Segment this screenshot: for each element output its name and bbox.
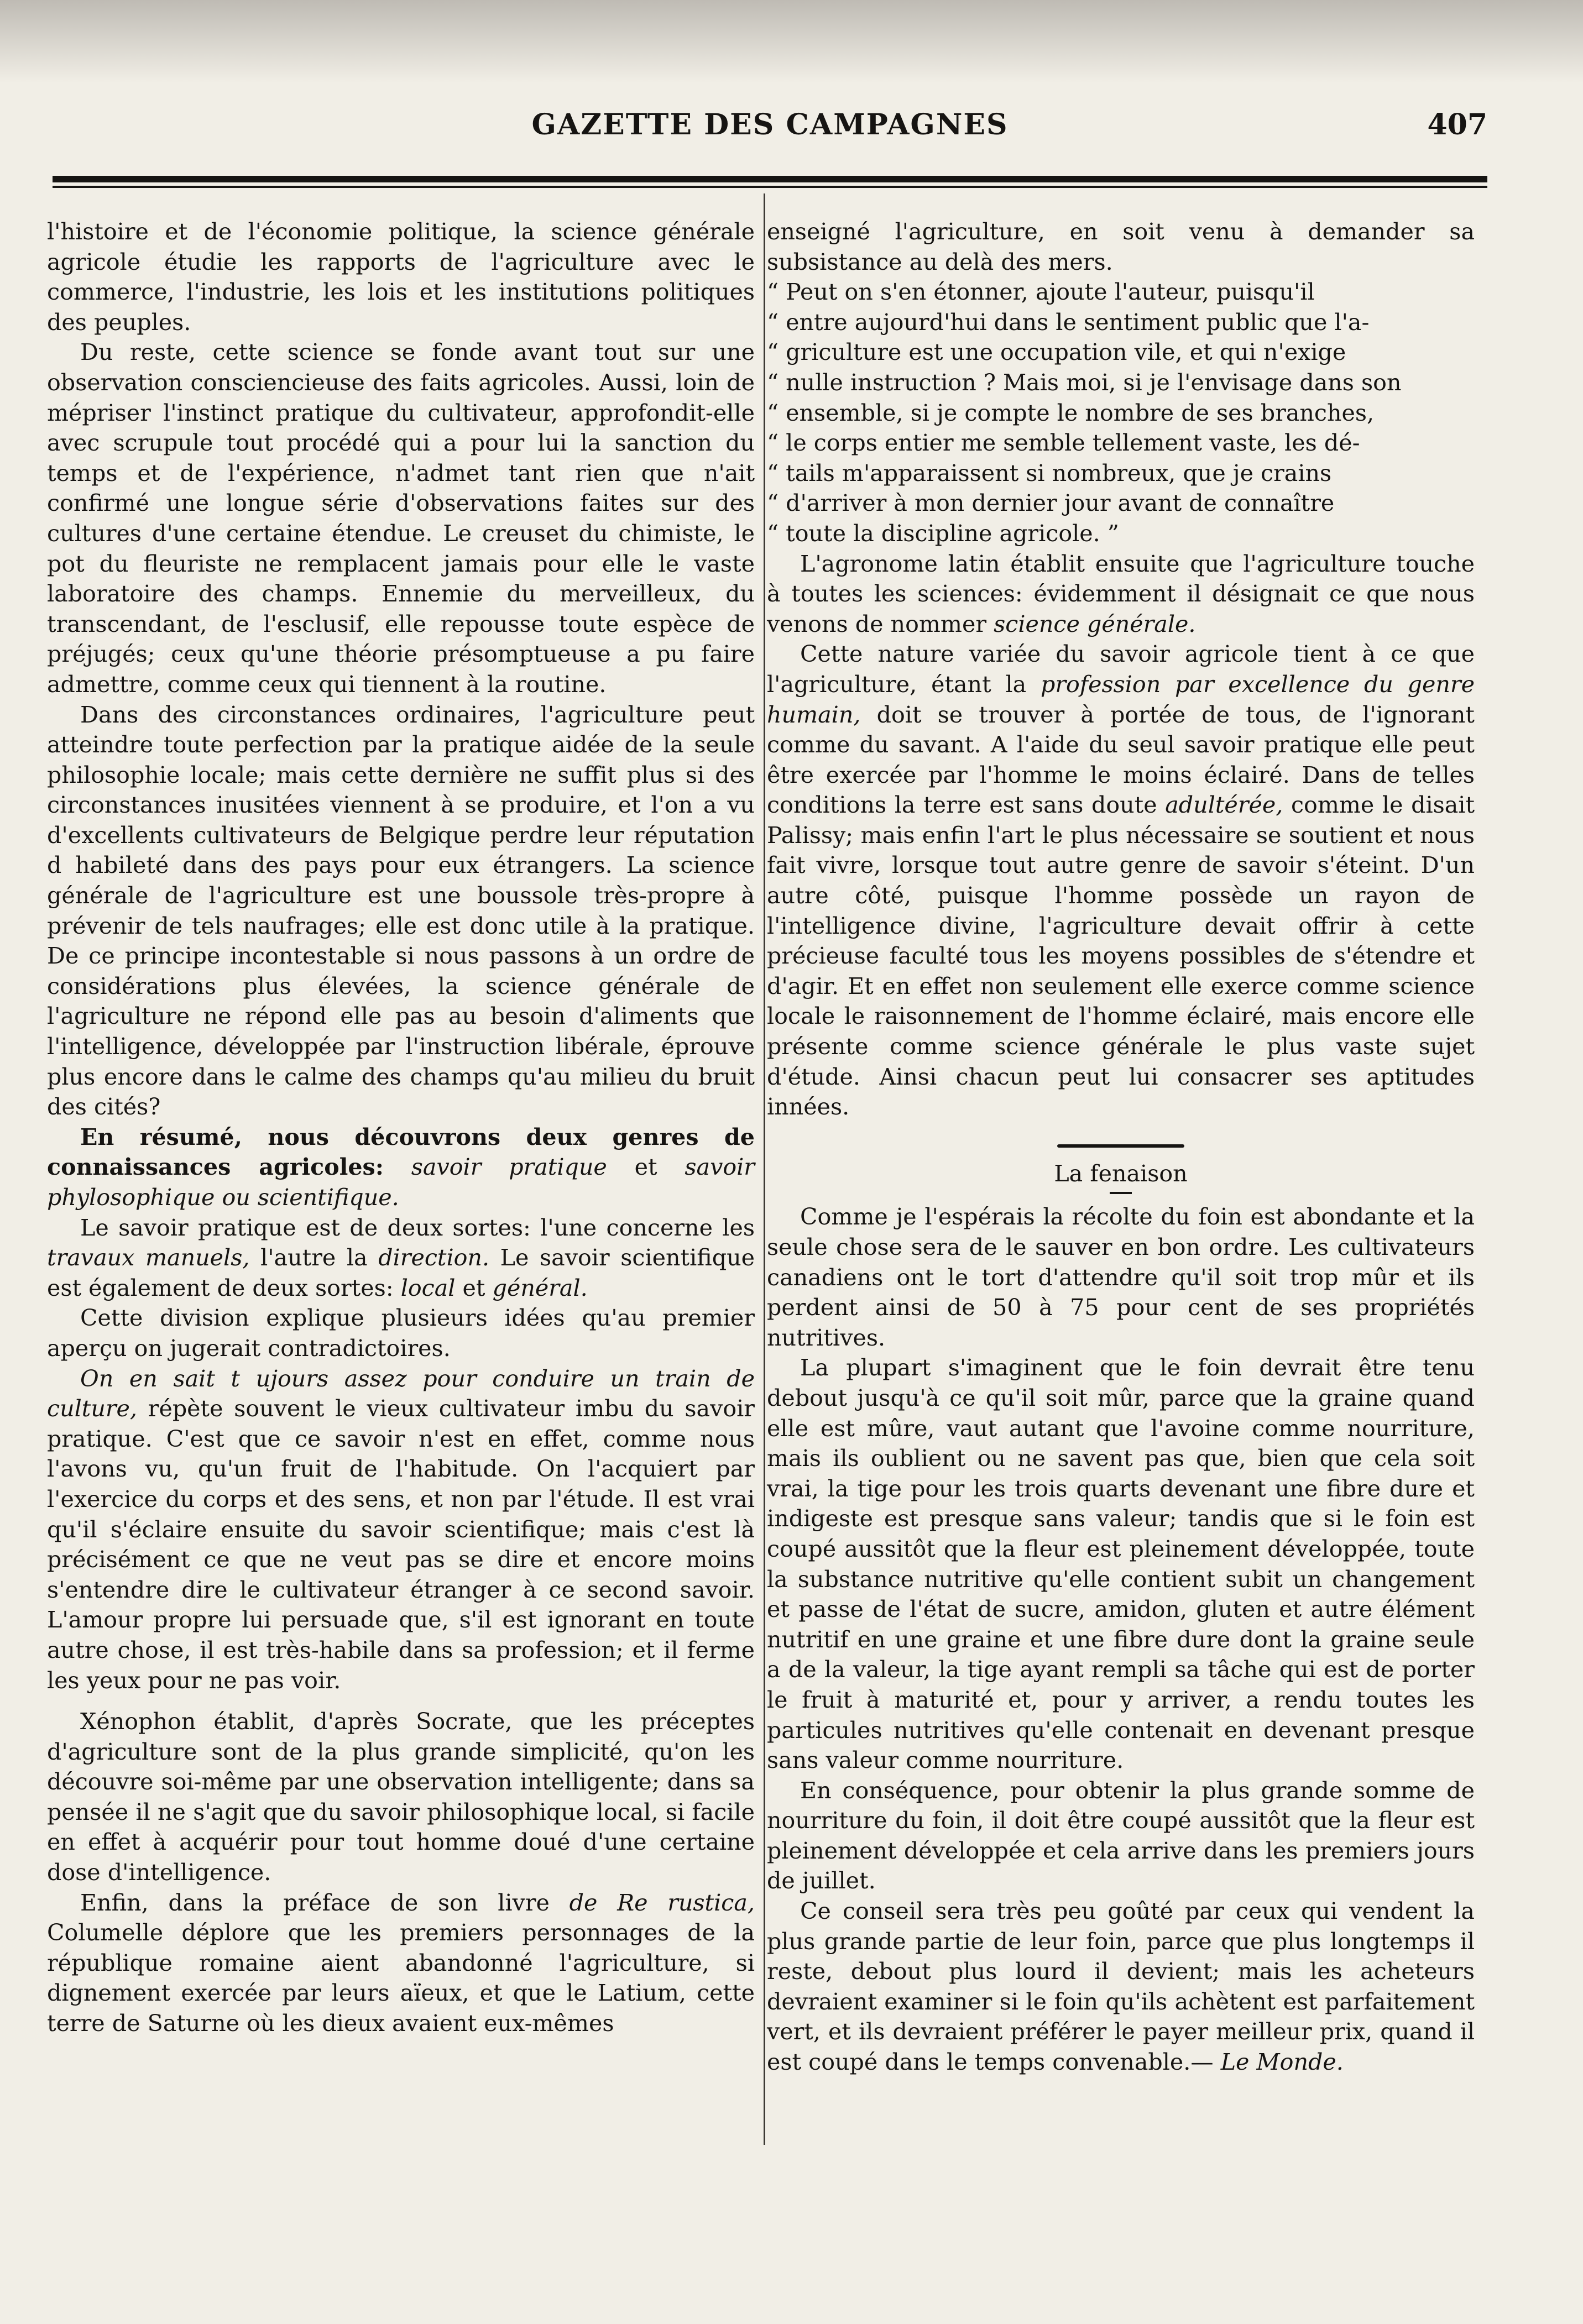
section-title-dash: [1110, 1192, 1132, 1194]
text-span: comme le disait Palissy; mais enfin l'art le plus nécessaire se soutient et nous fait vivre, lorsque tout autre genre de savoir s'éteint. D'un autre côté, puisque l'homme possède un rayon de l'intelligence divine, l'agriculture devait offrir à cette précieuse faculté tous les moyens possibles de s'étendre et d'agir. Et en effet non seulement elle exerce comme science locale le raisonnement de l'homme éclairé, mais encore elle présente comme science générale le plus vaste sujet d'étude. Ainsi chacun peut lui consacrer ses aptitudes innées.: [767, 792, 1475, 1121]
quote-line: “ entre aujourd'hui dans le sentiment public que l'a-: [767, 308, 1370, 336]
quote-line: “ d'arriver à mon dernier jour avant de connaître: [767, 490, 1335, 517]
italic-term: profession par excellence du genre humain,: [767, 671, 1475, 728]
paragraph: [47, 1888, 755, 2039]
quote-line: “ toute la discipline agricole. ”: [767, 520, 1119, 547]
paragraph: [767, 639, 1475, 1122]
text-span: Enfin, dans la préface de son livre: [80, 1889, 550, 1916]
text-span: et: [634, 1154, 657, 1181]
quote-line: “ griculture est une occupation vile, et qui n'exige: [767, 339, 1346, 366]
page-number: 407: [1427, 108, 1487, 142]
italic-term: science générale.: [994, 610, 1196, 637]
paragraph: [767, 1896, 1475, 2077]
italic-term: direction.: [378, 1244, 490, 1271]
page-title: GAZETTE DES CAMPAGNES: [531, 108, 1009, 142]
paragraph: Du reste, cette science se fonde avant tout sur une observation consciencieuse des faits agricoles. Aussi, loin de mépriser l'instinct pratique du cultivateur, approfondit-elle avec scrupule tout procédé qui a pour lui la sanction du temps et de l'expérience, n'admet tant rien que n'ait confirmé une longue série d'observations faites sur des cultures d'une certaine étendue. Le creuset du chimiste, le pot du fleuriste ne remplacent jamais pour elle le vaste laboratoire des champs. Ennemie du merveilleux, du transcendant, de l'esclusif, elle repousse toute espèce de préjugés; ceux qu'une théorie présomptueuse a pu faire admettre, comme ceux qui tiennent à la routine.: [47, 339, 755, 698]
header-rule-thin: [53, 186, 1487, 188]
right-column: [767, 217, 1475, 2077]
text-span: Le savoir scientifique est également de deux sortes:: [47, 1244, 755, 1301]
italic-term: général.: [492, 1274, 588, 1301]
text-span: et: [462, 1274, 485, 1301]
paragraph: l'histoire et de l'économie politique, la science générale agricole étudie les rapports de l'agriculture avec le commerce, l'industrie, les lois et les institutions politiques des peuples.: [47, 218, 755, 336]
paragraph: La plupart s'imaginent que le foin devrait être tenu debout jusqu'à ce qu'il soit mûr, parce que la graine quand elle est mûre, vaut autant que l'avoine comme nourriture, mais ils oublient ou ne savent pas que, bien que cela soit vrai, la tige pour les trois quarts devenant une fibre dure et indigeste est presque sans valeur; tandis que si le foin est coupé aussitôt que la fleur est pleinement développée, toute la substance nutritive qu'elle contient subit un changement et passe de l'état de sucre, amidon, gluten et autre élément nutritif en une graine et une fibre dure dont la graine seule a de la valeur, la tige ayant rempli sa tâche qui est de porter le fruit à maturité et, pour y arriver, a rendu toutes les particules nutritives qu'elle contenait en devenant presque sans valeur comme nourriture.: [767, 1354, 1475, 1774]
left-column: [47, 217, 755, 2039]
paragraph: En conséquence, pour obtenir la plus grande somme de nourriture du foin, il doit être coupé aussitôt que la fleur est pleinement développée et cela arrive dans les premiers jours de juillet.: [767, 1777, 1475, 1894]
text-span: Ce conseil sera très peu goûté par ceux qui vendent la plus grande partie de leur foin, parce que plus longtemps il reste, debout plus lourd il devient; mais les acheteurs devraient examiner si le foin qu'ils achètent est parfaitement vert, et ils devraient préférer le payer meilleur prix, quand il est coupé dans le temps convenable.—: [767, 1898, 1475, 2076]
text-span: Cette nature variée du savoir agricole tient à ce que l'agriculture, étant la: [767, 641, 1475, 698]
quote-block: [767, 277, 1475, 548]
paragraph: [767, 549, 1475, 640]
section-separator: [1057, 1144, 1184, 1148]
paragraph: Dans des circonstances ordinaires, l'agriculture peut atteindre toute perfection par la pratique aidée de la seule philosophie locale; mais cette dernière ne suffit plus si des circonstances inusitées viennent à se produire, et l'on a vu d'excellents cultivateurs de Belgique perdre leur réputation d habileté dans des pays pour eux étrangers. La science générale de l'agriculture est une boussole très-propre à prévenir de tels naufrages; elle est donc utile à la pratique. De ce principe incontestable si nous passons à un ordre de considérations plus élevées, la science générale de l'agriculture ne répond elle pas au besoin d'aliments que l'intelligence, développée par l'instruction libérale, éprouve plus encore dans le calme des champs qu'au milieu du bruit des cités?: [47, 701, 755, 1121]
text-span: Columelle déplore que les premiers personnages de la république romaine aient abandonné l'agriculture, si dignement exercée par leurs aïeux, et que le Latium, cette terre de Saturne où les dieux avaient eux-mêmes: [47, 1919, 755, 2037]
paragraph: [47, 1213, 755, 1304]
paragraph: [47, 1364, 755, 1696]
quote-line: “ le corps entier me semble tellement vaste, les dé-: [767, 430, 1360, 457]
text-span: l'autre la: [260, 1244, 368, 1271]
italic-term: savoir pratique: [411, 1154, 607, 1181]
quote-line: “ tails m'apparaissent si nombreux, que je crains: [767, 459, 1332, 486]
section-title: La fenaison: [1054, 1160, 1188, 1187]
paragraph: Comme je l'espérais la récolte du foin est abondante et la seule chose sera de le sauver en bon ordre. Les cultivateurs canadiens ont le tort d'attendre qu'il soit trop mûr et ils perdent ainsi de 50 à 75 pour cent de ses propriétés nutritives.: [767, 1203, 1475, 1351]
source-credit: Le Monde.: [1220, 2049, 1344, 2076]
italic-term: savoir phylosophique ou scientifique.: [47, 1154, 755, 1211]
text-span: L'agronome latin établit ensuite que l'agriculture touche à toutes les sciences: évidemment il désignait ce que nous venons de nommer: [767, 550, 1475, 637]
column-divider: [764, 193, 765, 2145]
text-span: doit se trouver à portée de tous, de l'ignorant comme du savant. A l'aide du seul savoir pratique elle peut être exercée par l'homme le moins éclairé. Dans de telles conditions la terre est sans doute: [767, 701, 1475, 819]
paragraph: Xénophon établit, d'après Socrate, que les préceptes d'agriculture sont de la plus grande simplicité, qu'on les découvre soi-même par une observation intelligente; dans sa pensée il ne s'agit que du savoir philosophique local, si facile en effet à acquérir pour tout homme doué d'une certaine dose d'intelligence.: [47, 1708, 755, 1886]
quote-line: “ nulle instruction ? Mais moi, si je l'envisage dans son: [767, 369, 1402, 396]
text-span: répète souvent le vieux cultivateur imbu du savoir pratique. C'est que ce savoir n'est en effet, comme nous l'avons vu, qu'un fruit de l'habitude. On l'acquiert par l'exercice du corps et des sens, et non par l'étude. Il est vrai qu'il s'éclaire ensuite du savoir scientifique; mais c'est là précisément ce que ne veut pas se dire et encore moins s'entendre dire le cultivateur étranger à ce second savoir. L'amour propre lui persuade que, s'il est ignorant en toute autre chose, il est très-habile dans sa profession; et il ferme les yeux pour ne pas voir.: [47, 1395, 755, 1694]
paragraph: enseigné l'agriculture, en soit venu à demander sa subsistance au delà des mers.: [767, 218, 1475, 275]
italic-quote: On en sait t ujours assez pour conduire un train de culture,: [47, 1365, 755, 1422]
quote-line: “ ensemble, si je compte le nombre de ses branches,: [767, 399, 1375, 426]
paragraph: [47, 1122, 755, 1213]
text-span: Le savoir pratique est de deux sortes: l'une concerne les: [80, 1214, 755, 1241]
italic-term: travaux manuels,: [47, 1244, 250, 1271]
italic-title: de Re rustica,: [569, 1889, 755, 1916]
bold-text: En résumé, nous découvrons deux genres de connaissances agricoles:: [47, 1123, 755, 1181]
italic-term: local: [400, 1274, 456, 1301]
page-header: [53, 108, 1487, 146]
header-rule: [53, 176, 1487, 182]
quote-line: “ Peut on s'en étonner, ajoute l'auteur, puisqu'il: [767, 279, 1315, 306]
paragraph: Cette division explique plusieurs idées qu'au premier aperçu on jugerait contradictoires.: [47, 1305, 755, 1362]
italic-term: adultérée,: [1165, 792, 1283, 819]
